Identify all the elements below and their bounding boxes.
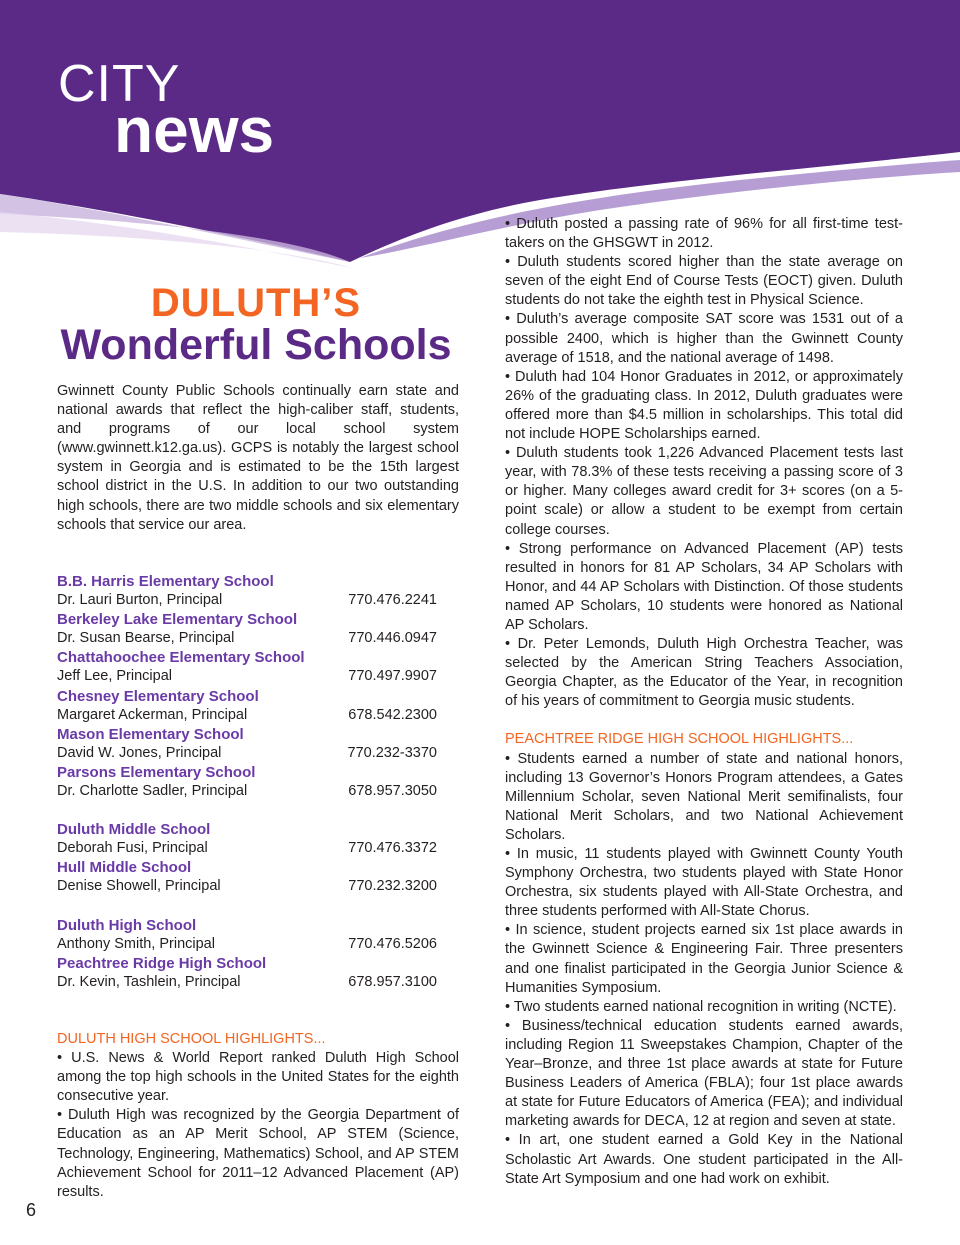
principal-name: Margaret Ackerman, Principal [57, 706, 248, 723]
phone-number: 770.476.3372 [348, 840, 437, 857]
elementary-schools [57, 572, 437, 801]
phone-number: 770.476.5206 [348, 935, 437, 952]
principal-name: Deborah Fusi, Principal [57, 840, 208, 857]
middle-schools [57, 820, 437, 896]
school-name: Peachtree Ridge High School [57, 954, 267, 972]
highlight-item: • Strong performance on Advanced Placement (AP) tests resulted in honors for 81 AP Scholars, 34 AP Scholars with Honor, and 44 AP Scholars with Distinction. Of those students named AP Scholars, 10 students were honored as National AP Scholars. [505, 540, 903, 633]
section-heading: PEACHTREE RIDGE HIGH SCHOOL HIGHLIGHTS... [505, 731, 854, 748]
phone-number: 678.957.3100 [348, 973, 437, 990]
school-name: Parsons Elementary School [57, 763, 256, 781]
high-schools [57, 916, 437, 992]
phone-number: 770.497.9907 [348, 668, 437, 685]
article-title-line1: DULUTH’S [150, 281, 362, 325]
highlight-item: • In art, one student earned a Gold Key in the National Scholastic Art Awards. One student participated in the All-State Art Symposium and one had work on exhibit. [505, 1132, 903, 1187]
highlight-item: • U.S. News & World Report ranked Duluth High School among the top high schools in the United States for the eighth consecutive year. [57, 1050, 459, 1105]
school-entry [57, 763, 437, 801]
school-name: Chattahoochee Elementary School [57, 649, 305, 667]
section-heading: DULUTH HIGH SCHOOL HIGHLIGHTS... [57, 1031, 326, 1047]
highlight-item: • In music, 11 students played with Gwinnett County Youth Symphony Orchestra, two students played with State Honor Orchestra, six students played with All-State Orchestra, and three students performed with All-State Chorus. [505, 846, 903, 920]
school-entry [57, 916, 437, 954]
school-name: B.B. Harris Elementary School [57, 573, 274, 590]
principal-name: Jeff Lee, Principal [57, 668, 172, 685]
highlight-item: • Duluth had 104 Honor Graduates in 2012, or approximately 26% of the graduating class. In 2012, Duluth graduates were offered more than $4.5 million in scholarships. This total did not include HOPE Scholarships earned. [505, 368, 903, 443]
highlight-item: • Business/technical education students earned awards, including Region 11 Sweepstakes Champion, Chapter of the Year–Bronze, and three 1st place awards at state for Future Business Leaders of America (FBLA); four 1st place awards at state for Future Educators of America (FEA); and individual marketing awards for DECA, 12 at region and seven at state. [505, 1017, 903, 1130]
school-entry [57, 858, 437, 896]
highlight-item: • In science, student projects earned six 1st place awards in the Gwinnett Science & Engineering Fair. Three presenters and one finalist participated in the Georgia Junior Science & Humanities Symposium. [505, 922, 903, 996]
school-name: Mason Elementary School [57, 725, 244, 743]
article-intro: Gwinnett County Public Schools continually earn state and national awards that reflect the high-caliber staff, students, and programs of our local school system (www.gwinnett.k12.ga.us). GCPS is notably the largest school system in Georgia and is estimated to be the 15th largest school district in the U.S. In addition to our two outstanding high schools, there are two middle schools and six elementary schools that service our area. [57, 383, 459, 533]
highlight-item: • Duluth students scored higher than the state average on seven of the eight End of Course Tests (EOCT) given. Duluth students do not take the eighth test in Physical Science. [505, 254, 903, 309]
phone-number: 770.232-3370 [347, 744, 437, 761]
school-name: Hull Middle School [57, 859, 192, 877]
school-entry [57, 610, 437, 648]
phone-number: 678.542.2300 [348, 706, 437, 723]
brand-news: news [114, 94, 275, 166]
phone-number: 770.446.0947 [348, 630, 437, 647]
highlight-item: • Duluth posted a passing rate of 96% for all first-time test-takers on the GHSGWT in 2012. [505, 216, 903, 252]
school-name: Duluth Middle School [57, 821, 211, 839]
brand-city: CITY [58, 55, 181, 113]
principal-name: Anthony Smith, Principal [57, 935, 215, 952]
school-entry [57, 648, 437, 686]
page-number: 6 [26, 1200, 37, 1220]
school-entry [57, 725, 437, 763]
school-directory [57, 572, 437, 1011]
school-name: Berkeley Lake Elementary School [57, 611, 298, 629]
highlight-item: • Two students earned national recognition in writing (NCTE). [505, 998, 897, 1015]
phone-number: 770.232.3200 [348, 878, 437, 895]
highlight-item: • Duluth’s average composite SAT score was 1531 out of a possible 2400, which is higher than the Gwinnett County average of 1518, and the national average of 1498. [505, 311, 903, 366]
school-entry [57, 820, 437, 858]
school-entry [57, 687, 437, 725]
school-entry [57, 572, 437, 610]
highlight-item: • Duluth students took 1,226 Advanced Placement tests last year, with 78.3% of these tests receiving a passing score of 3 or higher. Many colleges award credit for 3+ scores (on a 5-point scale) or allow a student to be exempt from certain college courses. [505, 445, 903, 538]
right-column [505, 215, 903, 1189]
principal-name: Dr. Charlotte Sadler, Principal [57, 783, 248, 800]
principal-name: David W. Jones, Principal [57, 744, 222, 761]
principal-name: Dr. Susan Bearse, Principal [57, 630, 235, 647]
highlight-item: • Duluth High was recognized by the Georgia Department of Education as an AP Merit School, AP STEM (Science, Technology, Engineering, Mathematics) School, and AP STEM Achievement School for 2011–12 Advanced Placement (AP) results. [57, 1107, 459, 1200]
phone-number: 678.957.3050 [348, 783, 437, 800]
highlight-item: • Dr. Peter Lemonds, Duluth High Orchestra Teacher, was selected by the American String Teachers Association, Georgia Chapter, as the Educator of the Year, in recognition of his years of commitment to Georgia music students. [505, 636, 903, 710]
principal-name: Denise Showell, Principal [57, 878, 221, 895]
duluth-highlights-section [57, 1030, 459, 1202]
school-name: Chesney Elementary School [57, 687, 259, 705]
principal-name: Dr. Kevin, Tashlein, Principal [57, 973, 241, 990]
school-entry [57, 954, 437, 992]
article-title-line2: Wonderful Schools [60, 321, 452, 369]
school-name: Duluth High School [57, 916, 197, 934]
principal-name: Dr. Lauri Burton, Principal [57, 592, 223, 609]
highlight-item: • Students earned a number of state and national honors, including 13 Governor’s Honors Program attendees, a Gates Millennium Scholar, seven National Merit semifinalists, four National Merit Scholars, and two National Achievement Scholars. [505, 750, 903, 843]
phone-number: 770.476.2241 [348, 592, 437, 609]
